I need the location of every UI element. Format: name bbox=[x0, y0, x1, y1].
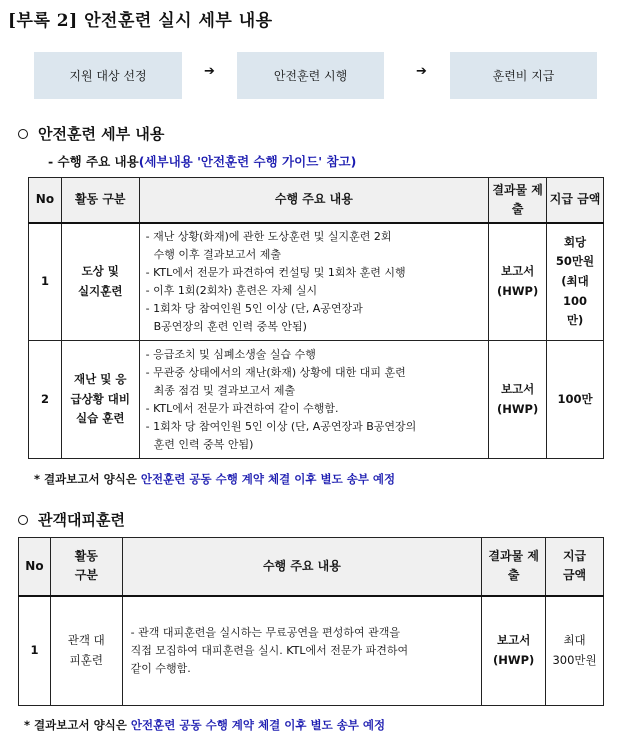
header-no: No bbox=[29, 178, 62, 223]
content-line: 최종 점검 및 결과보고서 제출 bbox=[153, 383, 296, 397]
note-prefix: * 결과보고서 양식은 bbox=[34, 472, 137, 486]
bullet-circle-icon bbox=[18, 515, 28, 525]
header-content: 수행 주요 내용 bbox=[122, 538, 482, 596]
flow-arrow-icon: ➔ bbox=[416, 64, 427, 79]
row-activity: 관객 대피훈련 bbox=[50, 596, 122, 706]
header-content: 수행 주요 내용 bbox=[139, 178, 489, 223]
header-amount: 지급 금액 bbox=[547, 178, 604, 223]
header-result: 결과물 제출 bbox=[489, 178, 547, 223]
flow-step-select: 지원 대상 선정 bbox=[34, 52, 182, 99]
note-highlight: 안전훈련 공동 수행 계약 체결 이후 별도 송부 예정 bbox=[140, 472, 396, 486]
content-line: - 재난 상황(화재)에 관한 도상훈련 및 실지훈련 2회 bbox=[145, 229, 392, 243]
flow-step-training: 안전훈련 시행 bbox=[237, 52, 384, 99]
note-highlight: 안전훈련 공동 수행 계약 체결 이후 별도 송부 예정 bbox=[130, 718, 386, 732]
content-line: - 1회차 당 참여인원 5인 이상 (단, A공연장과 bbox=[145, 301, 363, 315]
row-content bbox=[139, 223, 489, 341]
row-result: 보고서 (HWP) bbox=[489, 341, 547, 459]
content-line: - KTL에서 전문가 파견하여 컨설팅 및 1회차 훈련 시행 bbox=[145, 265, 406, 279]
header-activity: 활동 구분 bbox=[61, 178, 139, 223]
bullet-circle-icon bbox=[18, 129, 28, 139]
row-no: 1 bbox=[19, 596, 51, 706]
row-no: 1 bbox=[29, 223, 62, 341]
row-activity: 도상 및 실지훈련 bbox=[61, 223, 139, 341]
row-activity: 재난 및 응급상황 대비 실습 훈련 bbox=[61, 341, 139, 459]
content-line: - KTL에서 전문가 파견하여 같이 수행함. bbox=[145, 401, 339, 415]
sub-guide-reference: (세부내용 '안전훈련 수행 가이드' 참고) bbox=[138, 154, 357, 169]
content-line: - 1회차 당 참여인원 5인 이상 (단, A공연장과 B공연장의 bbox=[145, 419, 417, 433]
flow-arrow-icon: ➔ bbox=[204, 64, 215, 79]
header-result: 결과물 제출 bbox=[482, 538, 546, 596]
row-content bbox=[139, 341, 489, 459]
content-line: 훈련 인력 중복 안됨) bbox=[153, 437, 254, 451]
section1-note bbox=[34, 471, 395, 487]
table-header-row bbox=[29, 178, 604, 223]
section2-heading-text: 관객대피훈련 bbox=[38, 511, 125, 529]
evacuation-table bbox=[18, 537, 604, 706]
row-amount: 회당 50만원 (최대 100만) bbox=[547, 223, 604, 341]
training-table bbox=[28, 177, 604, 459]
table-row bbox=[29, 341, 604, 459]
note-prefix: * 결과보고서 양식은 bbox=[24, 718, 127, 732]
table-header-row bbox=[19, 538, 604, 596]
section2-heading bbox=[18, 509, 125, 530]
content-line: 수행 이후 결과보고서 제출 bbox=[153, 247, 281, 261]
table-row bbox=[19, 596, 604, 706]
section1-subheading bbox=[48, 152, 356, 170]
content-line: B공연장의 훈련 인력 중복 안됨) bbox=[153, 319, 307, 333]
section1-heading bbox=[18, 123, 164, 144]
row-result: 보고서 (HWP) bbox=[482, 596, 546, 706]
section2-note bbox=[24, 717, 385, 733]
row-amount: 최대 300만원 bbox=[546, 596, 604, 706]
flow-step-payment: 훈련비 지급 bbox=[450, 52, 597, 99]
header-activity: 활동 구분 bbox=[50, 538, 122, 596]
section1-heading-text: 안전훈련 세부 내용 bbox=[38, 125, 165, 143]
table-row bbox=[29, 223, 604, 341]
row-result: 보고서 (HWP) bbox=[489, 223, 547, 341]
header-amount: 지급 금액 bbox=[546, 538, 604, 596]
content-line: - 이후 1회(2회차) 훈련은 자체 실시 bbox=[145, 283, 318, 297]
content-line: 같이 수행함. bbox=[130, 661, 191, 675]
content-line: - 관객 대피훈련을 실시하는 무료공연을 편성하여 관객을 bbox=[130, 625, 401, 639]
row-content bbox=[122, 596, 482, 706]
row-amount: 100만 bbox=[547, 341, 604, 459]
header-no: No bbox=[19, 538, 51, 596]
content-line: - 무관중 상태에서의 재난(화재) 상황에 대한 대피 훈련 bbox=[145, 365, 406, 379]
page-title: [부록 2] 안전훈련 실시 세부 내용 bbox=[8, 11, 273, 31]
row-no: 2 bbox=[29, 341, 62, 459]
content-line: 직접 모집하여 대피훈련을 실시. KTL에서 전문가 파견하여 bbox=[130, 643, 409, 657]
sub-prefix: - 수행 주요 내용 bbox=[48, 154, 139, 169]
content-line: - 응급조치 및 심폐소생술 실습 수행 bbox=[145, 347, 316, 361]
